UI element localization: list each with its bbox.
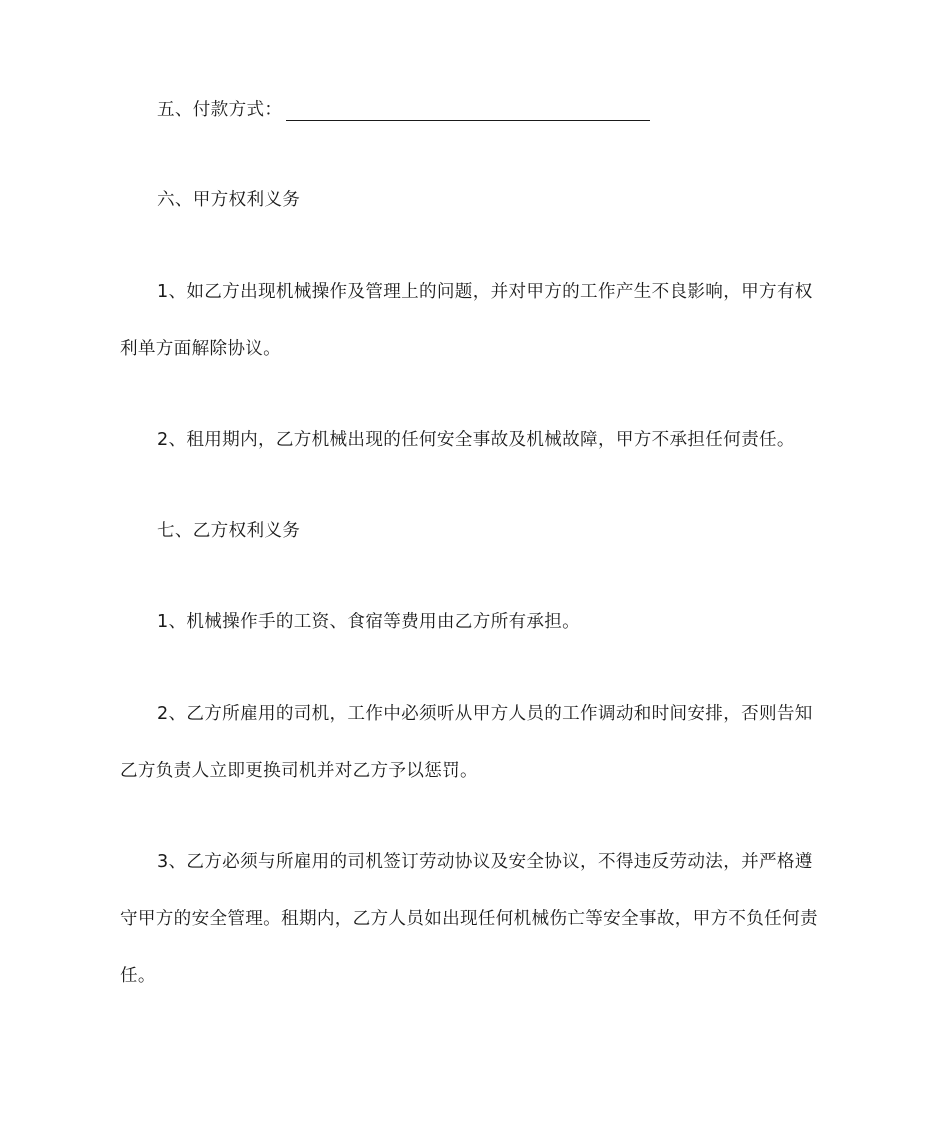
section-7-heading: 七、乙方权利义务 bbox=[157, 521, 301, 541]
section-7-item-3-line-2: 守甲方的安全管理。租期内，乙方人员如出现任何机械伤亡等安全事故，甲方不负任何责 bbox=[120, 909, 818, 929]
payment-method-label: 五、付款方式： bbox=[157, 100, 283, 120]
section-7-item-3-line-1: 3、乙方必须与所雇用的司机签订劳动协议及安全协议，不得违反劳动法，并严格遵 bbox=[157, 852, 813, 872]
payment-method-line bbox=[157, 98, 832, 122]
section-6-item-1-line-1: 1、如乙方出现机械操作及管理上的问题，并对甲方的工作产生不良影响，甲方有权 bbox=[157, 282, 813, 302]
section-6-item-2: 2、租用期内，乙方机械出现的任何安全事故及机械故障，甲方不承担任何责任。 bbox=[157, 430, 795, 450]
payment-method-blank bbox=[286, 102, 650, 121]
section-7-item-2-line-2: 乙方负责人立即更换司机并对乙方予以惩罚。 bbox=[120, 761, 478, 781]
section-7-item-2-line-1: 2、乙方所雇用的司机，工作中必须听从甲方人员的工作调动和时间安排，否则告知 bbox=[157, 704, 813, 724]
section-7-item-3-line-3: 任。 bbox=[120, 966, 156, 986]
section-6-heading: 六、甲方权利义务 bbox=[157, 190, 301, 210]
section-6-item-1-line-2: 利单方面解除协议。 bbox=[120, 339, 282, 359]
section-7-item-1: 1、机械操作手的工资、食宿等费用由乙方所有承担。 bbox=[157, 612, 581, 632]
